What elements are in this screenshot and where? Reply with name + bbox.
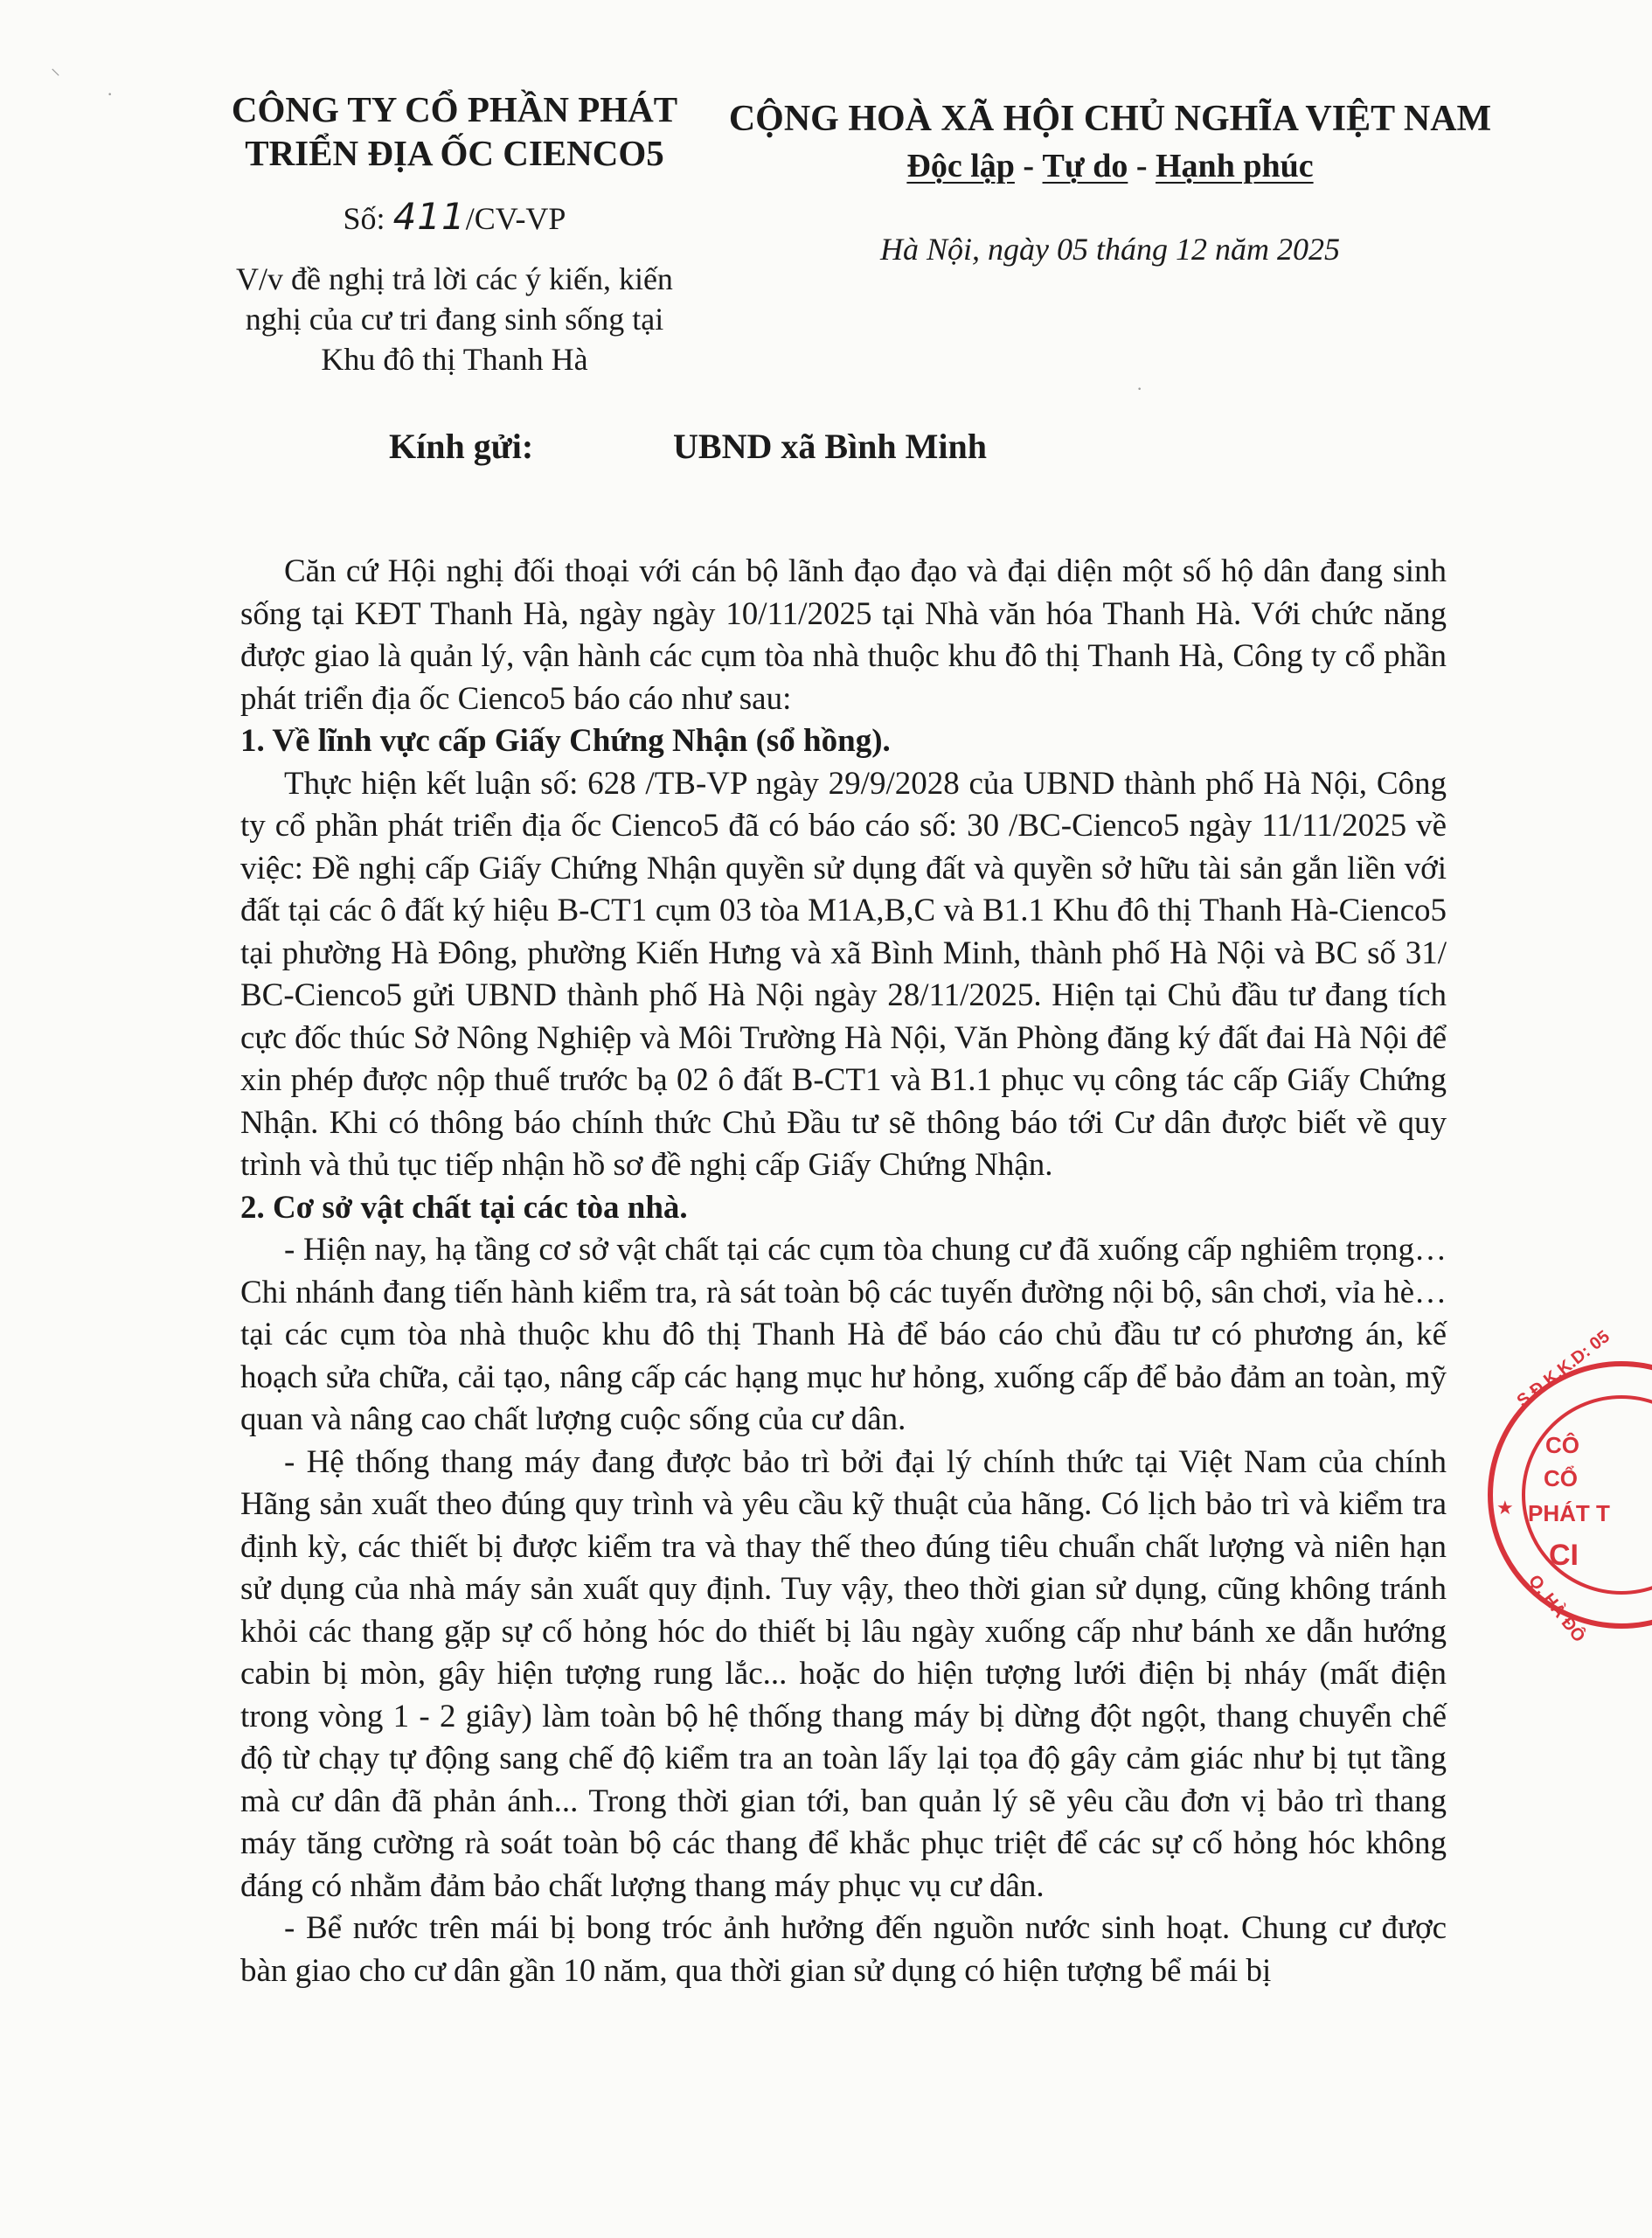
section-2-heading: 2. Cơ sở vật chất tại các tòa nhà. xyxy=(240,1189,688,1226)
motto-separator: - xyxy=(1128,148,1156,184)
company-seal xyxy=(1477,1326,1652,1646)
subject-line: Khu đô thị Thanh Hà xyxy=(321,342,588,377)
subject-line: V/v đề nghị trả lời các ý kiến, kiến xyxy=(236,261,673,296)
document-number-handwritten: 411 xyxy=(392,195,466,238)
national-title: CỘNG HOÀ XÃ HỘI CHỦ NGHĨA VIỆT NAM xyxy=(728,99,1492,139)
section-1-paragraph: Thực hiện kết luận số: 628 /TB-VP ngày 29/9/2028 của UBND thành phố Hà Nội, Công ty cổ phần phát triển địa ốc Cienco5 đã có báo cáo số: 30 /BC-Cienco5 ngày 11/11/2025 về việc: Đề nghị cấp Giấy Chứng Nhận quyền sử dụng đất và quyền sở hữu tài sản gắn liền với đất tại các ô đất ký hiệu B-CT1 cụm 03 tòa M1A,B,C và B1.1 Khu đô thị Thanh Hà-Cienco5 tại phường Hà Đông, phường Kiến Hưng và xã Bình Minh, thành phố Hà Nội và BC số 31/ BC-Cienco5 gửi UBND thành phố Hà Nội ngày 28/11/2025. Hiện tại Chủ đầu tư đang tích cực đốc thúc Sở Nông Nghiệp và Môi Trường Hà Nội, Văn Phòng đăng ký đất đai Hà Nội để xin phép được nộp thuế trước bạ 02 ô đất B-CT1 và B1.1 phục vụ công tác cấp Giấy Chứng Nhận. Khi có thông báo chính thức Chủ Đầu tư sẽ thông báo tới Cư dân được biết về quy trình và thủ tục tiếp nhận hồ sơ đề nghị cấp Giấy Chứng Nhận. xyxy=(240,765,1447,1183)
company-name-line2: TRIỂN ĐỊA ỐC CIENCO5 xyxy=(245,133,664,173)
recipient-line xyxy=(0,426,1581,478)
national-heading-block xyxy=(725,96,1495,269)
motto-part: Hạnh phúc xyxy=(1156,148,1314,184)
seal-line: CI xyxy=(1549,1539,1579,1572)
document-number-prefix: Số: xyxy=(343,201,385,236)
recipient-label: Kính gửi: xyxy=(389,427,534,466)
place-date-line: Hà Nội, ngày 05 tháng 12 năm 2025 xyxy=(880,232,1340,267)
document-number-suffix: /CV-VP xyxy=(465,201,566,236)
motto-part: Độc lập xyxy=(906,148,1015,184)
seal-line: PHÁT T xyxy=(1528,1500,1610,1526)
seal-star-icon: ★ xyxy=(1496,1497,1514,1519)
motto-part: Tự do xyxy=(1042,148,1128,184)
section-2-paragraph-water-tank: - Bể nước trên mái bị bong tróc ảnh hưởng đến nguồn nước sinh hoạt. Chung cư được bàn giao cho cư dân gần 10 năm, qua thời gian sử dụng có hiện tượng bể mái bị xyxy=(240,1910,1447,1989)
seal-line: CÔ xyxy=(1545,1432,1579,1458)
national-motto xyxy=(725,145,1495,187)
company-name-line1: CÔNG TY CỔ PHẦN PHÁT xyxy=(231,89,678,129)
seal-line: CỔ xyxy=(1544,1465,1578,1491)
seal-icon xyxy=(1477,1326,1652,1646)
subject-block xyxy=(201,259,708,379)
scan-speck: ⸜ xyxy=(51,57,61,79)
subject-line: nghị của cư tri đang sinh sống tại xyxy=(245,302,664,337)
letter-body xyxy=(240,551,1447,1992)
issuer-block xyxy=(201,87,708,379)
section-2-paragraph-elevators: - Hệ thống thang máy đang được bảo trì bởi đại lý chính thức tại Việt Nam của chính Hãng sản xuất theo đúng quy trình và yêu cầu kỹ thuật của hãng. Có lịch bảo trì và kiểm tra định kỳ, các thiết bị được kiểm tra và thay thế theo đúng tiêu chuẩn chất lượng và niên hạn sử dụng của nhà máy sản xuất quy định. Tuy vậy, theo thời gian sử dụng, cũng không tránh khỏi các thang gặp sự cố hỏng hóc do thiết bị lâu ngày xuống cấp như bánh xe dẫn hướng cabin bị mòn, gây hiện tượng rung lắc... hoặc do hiện tượng lưới điện bị nháy (mất điện trong vòng 1 - 2 giây) làm toàn bộ hệ thống thang máy bị dừng đột ngột, thang chuyển chế độ từ chạy tự động sang chế độ kiểm tra an toàn lấy lại tọa độ gây cảm giác như bị tụt tầng mà cư dân đã phản ánh... Trong thời gian tới, ban quản lý sẽ yêu cầu đơn vị bảo trì thang máy tăng cường rà soát toàn bộ các thang để khắc phục triệt để các sự cố hỏng hóc không đáng có nhằm đảm bảo chất lượng thang máy phục vụ cư dân. xyxy=(240,1443,1447,1904)
seal-ring-text: S.Đ.K.K.D: 05 xyxy=(1513,1326,1614,1411)
motto-separator: - xyxy=(1014,148,1043,184)
recipient-name: UBND xã Bình Minh xyxy=(673,427,987,466)
section-1-heading: 1. Về lĩnh vực cấp Giấy Chứng Nhận (sổ hồng). xyxy=(240,723,891,759)
section-2-paragraph-infrastructure: - Hiện nay, hạ tầng cơ sở vật chất tại các cụm tòa chung cư đã xuống cấp nghiêm trọng… Chi nhánh đang tiến hành kiểm tra, rà sát toàn bộ các tuyến đường nội bộ, sân chơi, vỉa hè… tại các cụm tòa nhà thuộc khu đô thị Thanh Hà để báo cáo chủ đầu tư có phương án, kế hoạch sửa chữa, cải tạo, nâng cấp các hạng mục hư hỏng, xuống cấp để bảo đảm an toàn, mỹ quan và nâng cao chất lượng cuộc sống của cư dân. xyxy=(240,1232,1447,1437)
document-number xyxy=(201,195,708,238)
scan-speck: · xyxy=(1136,378,1143,400)
seal-bottom-text: Q. HÀ ĐÔ xyxy=(1524,1571,1589,1646)
intro-paragraph: Căn cứ Hội nghị đối thoại với cán bộ lãnh đạo đạo và đại diện một số hộ dân đang sinh sống tại KĐT Thanh Hà, ngày ngày 10/11/2025 tại Nhà văn hóa Thanh Hà. Với chức năng được giao là quản lý, vận hành các cụm tòa nhà thuộc khu đô thị Thanh Hà, Công ty cổ phần phát triển địa ốc Cienco5 báo cáo như sau: xyxy=(240,553,1447,717)
scan-speck: · xyxy=(107,83,114,105)
